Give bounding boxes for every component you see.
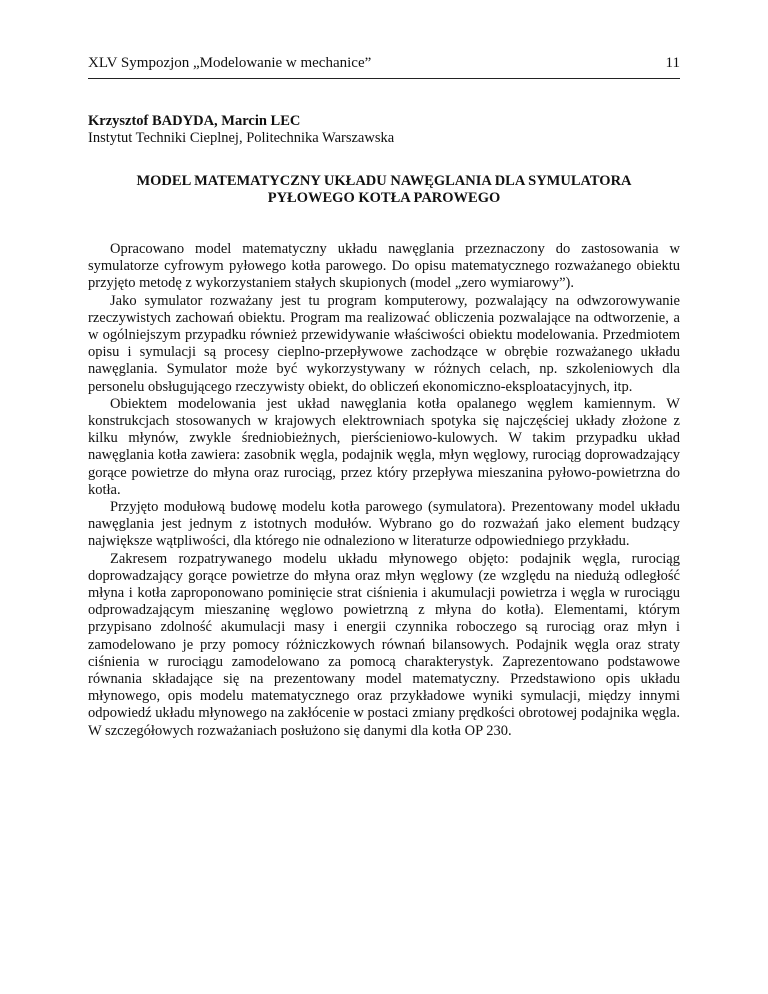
abstract-paragraph: Obiektem modelowania jest układ nawęglania kotła opalanego węglem kamiennym. W konstrukcjach stosowanych w krajowych elektrowniach spotyka się najczęściej układy złożone z kilku młynów, zwykle średniobieżnych, pierścieniowo-kulowych. W takim przypadku układ nawęglania kotła zawiera: zasobnik węgla, podajnik węgla, młyn węglowy, rurociąg doprowadzający gorące powietrze do młyna oraz rurociąg, przez który przepływa mieszanina pyłowo-powietrzna do kotła. [88, 395, 680, 498]
abstract-paragraph: Przyjęto modułową budowę modelu kotła parowego (symulatora). Prezentowany model układu nawęglania jest jednym z istotnych modułów. Wybrano go do rozważań jako element budzący największe wątpliwości, dla którego nie odnaleziono w literaturze odpowiedniego przykładu. [88, 499, 680, 550]
conference-name: XLV Sympozjon „Modelowanie w mechanice” [88, 55, 372, 71]
abstract-paragraph: Opracowano model matematyczny układu nawęglania przeznaczony do zastosowania w symulatorze cyfrowym pyłowego kotła parowego. Do opisu matematycznego rozważanego obiektu przyjęto metodę z wykorzystaniem stałych skupionych (model „zero wymiarowy”). [88, 241, 680, 292]
abstract-paragraph: Jako symulator rozważany jest tu program komputerowy, pozwalający na odwzorowywanie rzeczywistych zachowań obiektu. Program ma realizować obliczenia pozwalające na odtworzenie, a w ogólniejszym przypadku również przewidywanie właściwości obiektu modelowania. Przedmiotem opisu i symulacji są procesy cieplno-przepływowe zachodzące w obrębie rozważanego układu nawęglania. Symulator może być wykorzystywany w różnych celach, np. szkoleniowych dla personelu obsługującego rzeczywisty obiekt, do obliczeń ekonomiczno-eksploatacyjnych, itp. [88, 292, 680, 395]
affiliation: Instytut Techniki Cieplnej, Politechnika Warszawska [88, 130, 395, 146]
paper-page [88, 54, 680, 740]
abstract-paragraph: Zakresem rozpatrywanego modelu układu młynowego objęto: podajnik węgla, rurociąg doprowadzający gorące powietrze do młyna oraz młyn węglowy (ze względu na niedużą odległość młyna i kotła zaproponowano pominięcie strat ciśnienia i akumulacji powietrza i węgla w rurociągu odprowadzającym mieszaninę węglowo powietrzną z młyna do kotła). Elementami, którym przypisano zdolność akumulacji masy i energii czynnika roboczego są rurociąg oraz młyn i zamodelowano je przy pomocy różniczkowych równań bilansowych. Podajnik węgla oraz straty ciśnienia w rurociągu zamodelowano za pomocą charakterystyk. Zaprezentowano podstawowe równania składające się na prezentowany model matematyczny. Przedstawiono opis układu młynowego, opis modelu matematycznego oraz przykładowe wyniki symulacji, między innymi odpowiedź układu młynowego na zakłócenie w postaci zmiany prędkości obrotowej podajnika węgla. W szczegółowych rozważaniach posłużono się danymi dla kotła OP 230. [88, 550, 680, 739]
paper-title [88, 173, 680, 207]
title-line-2: PYŁOWEGO KOTŁA PAROWEGO [267, 190, 501, 206]
running-header [88, 54, 680, 79]
abstract [88, 241, 680, 740]
authors: Krzysztof BADYDA, Marcin LEC [88, 113, 301, 129]
title-line-1: MODEL MATEMATYCZNY UKŁADU NAWĘGLANIA DLA SYMULATORA [136, 173, 632, 189]
page-number: 11 [665, 55, 680, 71]
